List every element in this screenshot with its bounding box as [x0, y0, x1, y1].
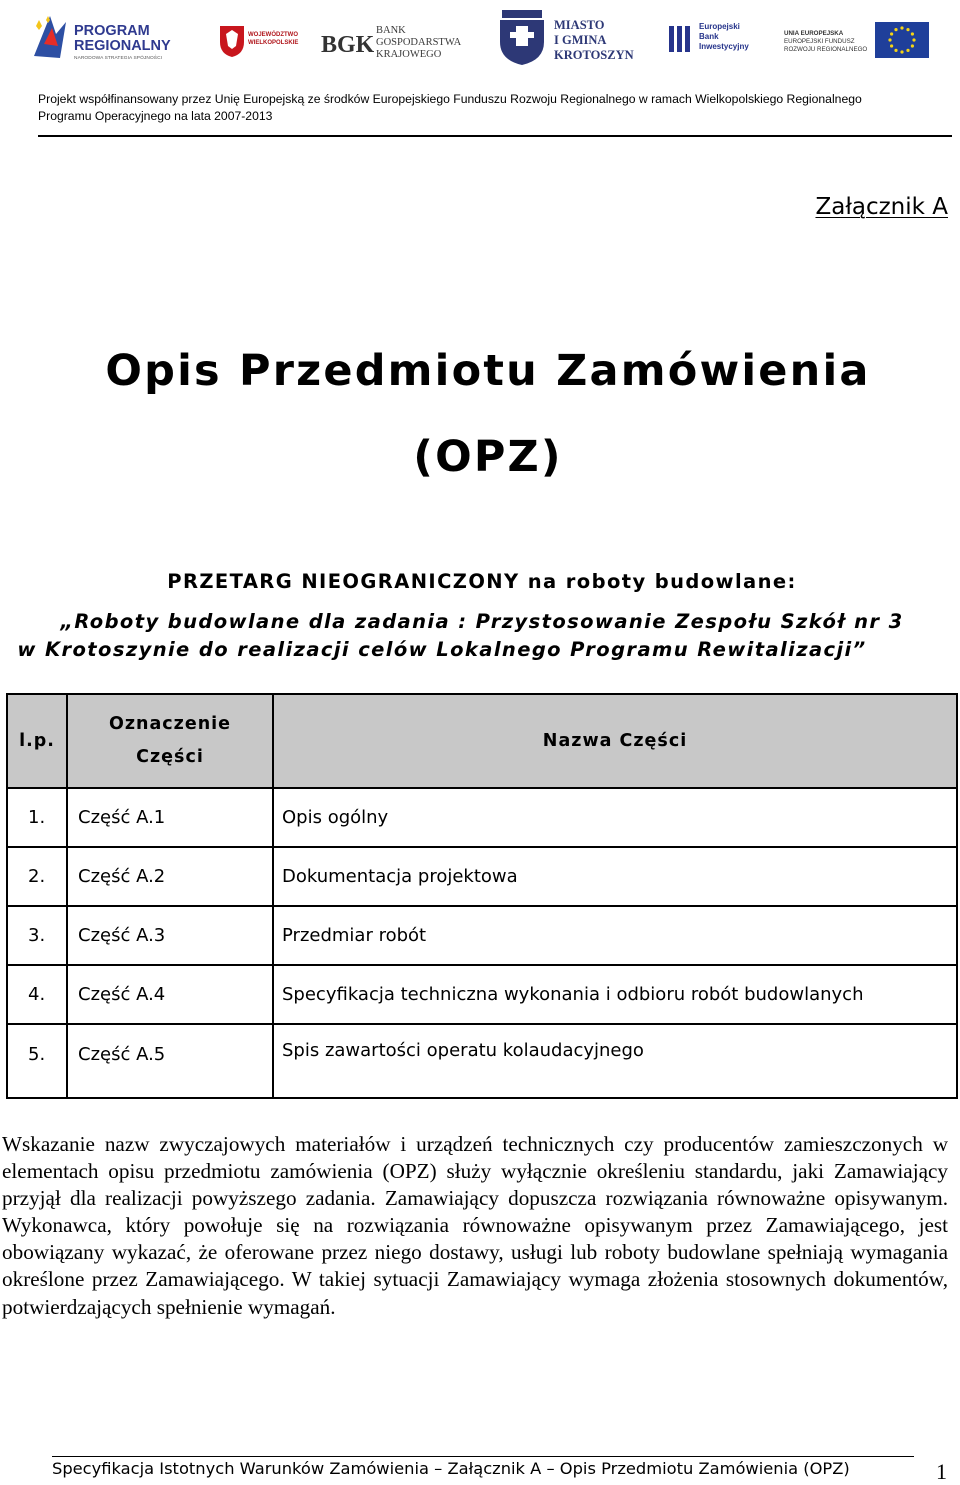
program-regionalny-line2: REGIONALNY: [74, 38, 171, 54]
row-part-name: Opis ogólny: [273, 788, 957, 847]
cofunding-line-1: Projekt współfinansowany przez Unię Europejską ze środków Europejskiego Funduszu Rozwoju Regionalnego w ramach Wielkopolskiego Regionalnego: [38, 92, 862, 106]
ue-line1: UNIA EUROPEJSKA: [784, 30, 844, 37]
table-header-row: [7, 694, 957, 788]
row-part-name: Dokumentacja projektowa: [273, 847, 957, 906]
row-number: 4.: [7, 965, 67, 1024]
wojewodztwo-logo: [214, 10, 304, 70]
parts-table: [6, 693, 958, 1099]
wojewodztwo-line2: WIELKOPOLSKIE: [248, 40, 299, 46]
table-row: [7, 788, 957, 847]
row-part-name: Specyfikacja techniczna wykonania i odbioru robót budowlanych: [273, 965, 957, 1024]
annex-label: Załącznik A: [815, 194, 948, 220]
eu-flag-icon: [875, 22, 929, 58]
cofunding-line-2: Programu Operacyjnego na lata 2007-2013: [38, 109, 273, 123]
ebi-emblem-icon: [665, 24, 695, 54]
cofunding-notice: [38, 91, 862, 125]
tender-type: PRZETARG NIEOGRANICZONY na roboty budowlane:: [167, 570, 797, 593]
program-regionalny-emblem: [30, 14, 68, 60]
logo-bar: [0, 0, 960, 80]
program-regionalny-line1: PROGRAM: [74, 23, 150, 39]
ebi-logo: [665, 10, 765, 70]
krotoszyn-crest-icon: [496, 10, 548, 66]
coat-of-arms-icon: [218, 24, 246, 58]
row-part-id: Część A.3: [67, 906, 273, 965]
bgk-logo: [320, 10, 475, 70]
row-number: 3.: [7, 906, 67, 965]
page-number: 1: [936, 1459, 947, 1484]
program-regionalny-logo: [30, 10, 192, 70]
bgk-monogram-icon: [320, 28, 374, 58]
row-part-id: Część A.1: [67, 788, 273, 847]
row-number: 1.: [7, 788, 67, 847]
row-number: 2.: [7, 847, 67, 906]
row-part-id: Część A.2: [67, 847, 273, 906]
bgk-line1: BANK: [376, 25, 406, 36]
krotoszyn-line2: I GMINA: [554, 33, 607, 47]
row-part-name: Spis zawartości operatu kolaudacyjnego: [273, 1024, 957, 1098]
header-lp: l.p.: [7, 694, 67, 788]
ue-line3: ROZWOJU REGIONALNEGO: [784, 46, 868, 53]
row-part-id: Część A.5: [67, 1024, 273, 1098]
ebi-line1: Europejski: [699, 22, 740, 31]
krotoszyn-line1: MIASTO: [554, 18, 605, 32]
tender-title-line-1: „Roboty budowlane dla zadania : Przystosowanie Zespołu Szkół nr 3: [60, 610, 904, 633]
header-part-name: Nazwa Części: [273, 694, 957, 788]
footer-divider: [52, 1456, 914, 1457]
program-regionalny-line3: NARODOWA STRATEGIA SPÓJNOŚCI: [74, 56, 163, 61]
table-row: [7, 847, 957, 906]
header-part-id-line2: Części: [136, 747, 204, 767]
table-row: [7, 965, 957, 1024]
bgk-line2: GOSPODARSTWA: [376, 37, 462, 48]
row-part-id: Część A.4: [67, 965, 273, 1024]
equivalence-clause-paragraph: Wskazanie nazw zwyczajowych materiałów i urządzeń technicznych czy producentów zamieszczonych w elementach opisu przedmiotu zamówienia (OPZ) służy wyłącznie określeniu standardu, jaki Zamawiający przyjął dla realizacji powyższego zadania. Zamawiający dopuszcza rozwiązania równoważne opisywanym. Wykonawca, który powołuje się na rozwiązania równoważne opisywanym przez Zamawiającego, jest obowiązany wykazać, że oferowane przez niego dostawy, usługi lub roboty budowlane spełniają wymagania określone przez Zamawiającego. W takiej sytuacji Zamawiający wymaga złożenia stosownych dokumentów, potwierdzających spełnienie wymagań.: [2, 1132, 948, 1319]
header-part-id-line1: Oznaczenie: [108, 714, 232, 734]
table-row: [7, 1024, 957, 1098]
svg-text:BGK: BGK: [321, 32, 374, 58]
header-divider: [38, 135, 952, 137]
wojewodztwo-line1: WOJEWÓDZTWO: [248, 32, 298, 38]
document-title: Opis Przedmiotu Zamówienia: [105, 346, 871, 396]
ebi-line2: Bank: [699, 32, 719, 41]
ue-logo: [780, 10, 935, 70]
footer-text: Specyfikacja Istotnych Warunków Zamówienia – Załącznik A – Opis Przedmiotu Zamówienia (OPZ): [52, 1459, 850, 1478]
document-title-abbreviation: (OPZ): [413, 432, 563, 482]
header-part-id: [67, 694, 273, 788]
bgk-line3: KRAJOWEGO: [376, 49, 442, 60]
row-number: 5.: [7, 1024, 67, 1098]
ue-line2: EUROPEJSKI FUNDUSZ: [784, 38, 855, 45]
ebi-line3: Inwestycyjny: [699, 42, 749, 51]
table-row: [7, 906, 957, 965]
tender-title-line-2: w Krotoszynie do realizacji celów Lokalnego Programu Rewitalizacji”: [17, 638, 867, 661]
row-part-name: Przedmiar robót: [273, 906, 957, 965]
krotoszyn-line3: KROTOSZYN: [554, 48, 634, 62]
krotoszyn-logo: [496, 10, 646, 70]
